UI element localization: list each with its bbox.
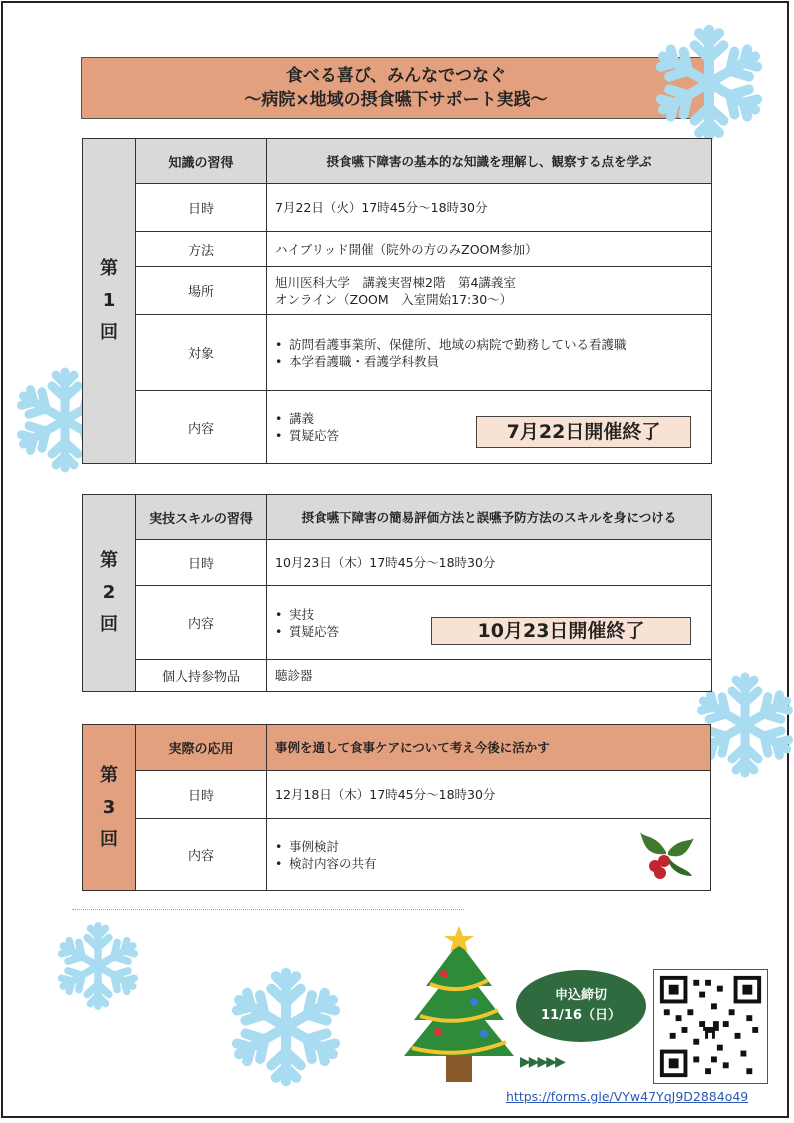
session-3-header: [136, 725, 710, 771]
side-char: 回: [100, 828, 118, 850]
row-value: 7月22日（火）17時45分～18時30分: [275, 200, 488, 215]
snowflake-icon: [224, 965, 348, 1089]
row-label: 内容: [136, 391, 267, 463]
list-item: • 本学看護職・看護学科教員: [275, 353, 711, 370]
session-1-ended-badge: 7月22日開催終了: [476, 416, 691, 448]
row-value: 聴診器: [275, 668, 313, 683]
row-value: 10月23日（木）17時45分～18時30分: [275, 555, 496, 570]
list-item: • 実技: [275, 606, 711, 623]
table-row: [136, 184, 711, 232]
row-label: 日時: [136, 540, 267, 585]
title-line1: 食べる喜び、みんなでつなぐ: [285, 66, 507, 86]
list-item: • 質疑応答: [275, 427, 711, 444]
side-char: 2: [102, 582, 116, 603]
session-1-header: [136, 139, 711, 184]
christmas-tree-icon: [400, 924, 518, 1086]
divider: [72, 909, 464, 910]
row-label: 日時: [136, 184, 267, 231]
row-label: 方法: [136, 232, 267, 266]
row-value: 旭川医科大学 講義実習棟2階 第4講義室: [275, 274, 516, 290]
session-3-side: [83, 725, 136, 890]
list-item: • 質疑応答: [275, 623, 711, 640]
list-item: • 事例検討: [275, 838, 710, 855]
table-row: [136, 315, 711, 391]
row-label: 内容: [136, 819, 267, 890]
table-row: [136, 267, 711, 315]
row-value: 12月18日（木）17時45分～18時30分: [275, 787, 496, 802]
session-2-table: [82, 494, 712, 692]
session-2-header: [136, 495, 711, 540]
snowflake-icon: [648, 22, 770, 144]
row-value: ハイブリッド開催（院外の方のみZOOM参加）: [275, 241, 538, 257]
header-value: 事例を通して食事ケアについて考え今後に活かす: [275, 740, 550, 755]
side-char: 第: [100, 258, 118, 279]
header-label: 実際の応用: [136, 725, 267, 770]
table-row: [136, 771, 710, 819]
application-form-link[interactable]: https://forms.gle/VYw47YqJ9D2884o49: [506, 1089, 749, 1104]
row-label: 対象: [136, 315, 267, 390]
row-label: 内容: [136, 586, 267, 659]
table-row: [136, 819, 710, 890]
side-char: 回: [100, 614, 118, 635]
side-char: 回: [100, 322, 118, 343]
page-title: [81, 57, 711, 119]
snowflake-icon: [52, 920, 144, 1012]
arrow-icons: ▶▶▶▶▶: [520, 1054, 564, 1070]
side-char: 第: [100, 550, 118, 571]
list-item: • 訪問看護事業所、保健所、地域の病院で勤務している看護職: [275, 336, 711, 353]
header-value: 摂食嚥下障害の簡易評価方法と誤嚥予防方法のスキルを身につける: [301, 509, 677, 525]
list-item: • 検討内容の共有: [275, 855, 710, 872]
row-label: 個人持参物品: [136, 660, 267, 691]
table-row: [136, 660, 711, 691]
qr-code[interactable]: [653, 969, 768, 1084]
deadline-date: 11/16（日）: [541, 1008, 621, 1023]
header-label: 知識の習得: [136, 139, 267, 183]
deadline-badge: [516, 970, 646, 1042]
session-1-side: [83, 139, 136, 463]
row-value: オンライン（ZOOM 入室開始17:30～）: [275, 291, 513, 307]
session-3-table: [82, 724, 711, 891]
header-value: 摂食嚥下障害の基本的な知識を理解し、観察する点を学ぶ: [326, 153, 652, 169]
side-char: 3: [102, 796, 116, 818]
header-label: 実技スキルの習得: [136, 495, 267, 539]
list-item: • 講義: [275, 410, 711, 427]
holly-icon: [638, 828, 696, 882]
deadline-label: 申込締切: [554, 988, 607, 1003]
table-row: [136, 232, 711, 267]
table-row: [136, 540, 711, 586]
side-char: 1: [102, 290, 116, 311]
session-2-ended-badge: 10月23日開催終了: [431, 617, 691, 645]
title-line2: ～病院×地域の摂食嚥下サポート実践～: [244, 90, 548, 110]
session-2-side: [83, 495, 136, 691]
row-label: 場所: [136, 267, 267, 314]
side-char: 第: [100, 764, 118, 786]
row-label: 日時: [136, 771, 267, 818]
